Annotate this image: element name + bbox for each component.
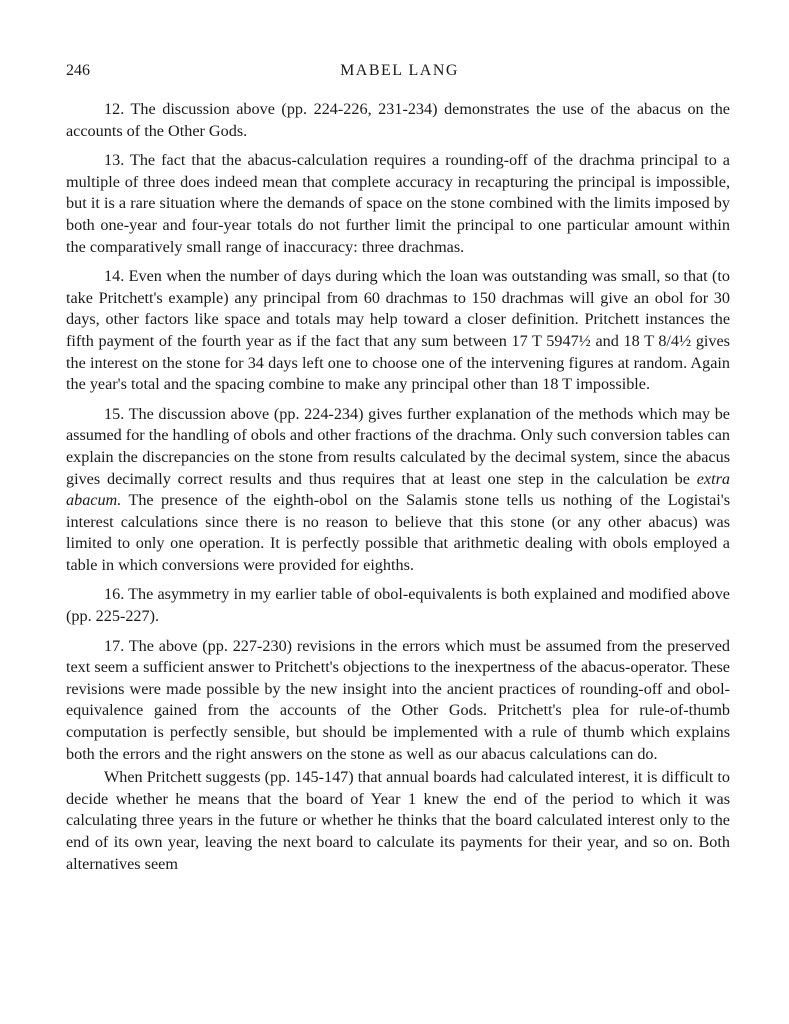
paragraph-text: Even when the number of days during which the loan was outstanding was small, so that (to take Pritchett's example) any principal from 60 drachmas to 150 drachmas will give an obol for 30 days, other factors like space and totals may help toward a closer definition. Pritchett instances the fifth payment of the fourth year as if the fact that any sum between 17 T 5947½ and 18 T 8/4½ gives the interest on the stone for 34 days left one to choose one of the intervening figures at random. Again the year's total and the spacing combine to make any principal other than 18 T impossible. <box>66 267 731 394</box>
page-number: 246 <box>66 62 90 79</box>
paragraph-13 <box>66 150 730 258</box>
paragraph-text: When Pritchett suggests (pp. 145-147) that annual boards had calculated interest, it is difficult to decide whether he means that the board of Year 1 knew the end of the period to which it was calculating three years in the future or whether he thinks that the board calculated interest only to the end of its own year, leaving the next board to calculate its payments for their year, and so on. Both alternatives seem <box>66 768 730 873</box>
running-head <box>66 62 733 84</box>
paragraph-text: The above (pp. 227-230) revisions in the errors which must be assumed from the preserved text seem a sufficient answer to Pritchett's objections to the inexpertness of the abacus-operator. These revisions were made possible by the new insight into the ancient practices of rounding-off and obol-equivalence gained from the accounts of the Other Gods. Pritchett's plea for rule-of-thumb computation is perfectly sensible, but should be implemented with a rule of thumb which explains both the errors and the right answers on the stone as well as our abacus calculations can do. <box>66 636 730 763</box>
paragraph-16 <box>66 584 730 627</box>
paragraph-14 <box>66 266 730 396</box>
paragraph-17 <box>66 636 730 766</box>
paragraph-text-before: The discussion above (pp. 224-234) gives further explanation of the methods which may be assumed for the handling of obols and other fractions of the drachma. Only such conversion tables can explain the discrepancies on the stone from results calculated by the decimal system, since the abacus gives decimally correct results and thus requires that at least one step in the calculation be <box>66 404 730 488</box>
body-text <box>66 99 730 875</box>
running-head-author: MABEL LANG <box>340 62 459 79</box>
paragraph-text: The fact that the abacus-calculation requires a rounding-off of the drachma principal to a multiple of three does indeed mean that complete accuracy in recapturing the principal is impossible, but it is a rare situation where the demands of space on the stone combined with the limits imposed by both one-year and four-year totals do not further limit the principal to one particular amount within the comparatively small range of inaccuracy: three drachmas. <box>66 151 730 256</box>
paragraph-continuation <box>66 767 730 875</box>
paragraph-number: 12. <box>104 100 125 118</box>
paragraph-text: The asymmetry in my earlier table of obol-equivalents is both explained and modified above (pp. 225-227). <box>66 585 730 626</box>
paragraph-number: 13. <box>104 151 125 170</box>
paragraph-number: 17. <box>104 636 125 655</box>
paragraph-text: The discussion above (pp. 224-226, 231-234) demonstrates the use of the abacus on the accounts of the Other Gods. <box>66 100 730 140</box>
paragraph-15 <box>66 404 730 577</box>
paragraph-number: 16. <box>104 585 125 604</box>
paragraph-number: 15. <box>104 404 125 423</box>
paragraph-number: 14. <box>104 267 125 286</box>
paragraph-text-after: The presence of the eighth-obol on the Salamis stone tells us nothing of the Logistai's interest calculations since there is no reason to believe that this stone (or any other abacus) was limited to only one operation. It is perfectly possible that arithmetic dealing with obols employed a table in which conversions were provided for eighths. <box>66 491 730 574</box>
paragraph-12 <box>66 99 730 142</box>
italic-phrase: extra abacum. <box>66 469 730 510</box>
